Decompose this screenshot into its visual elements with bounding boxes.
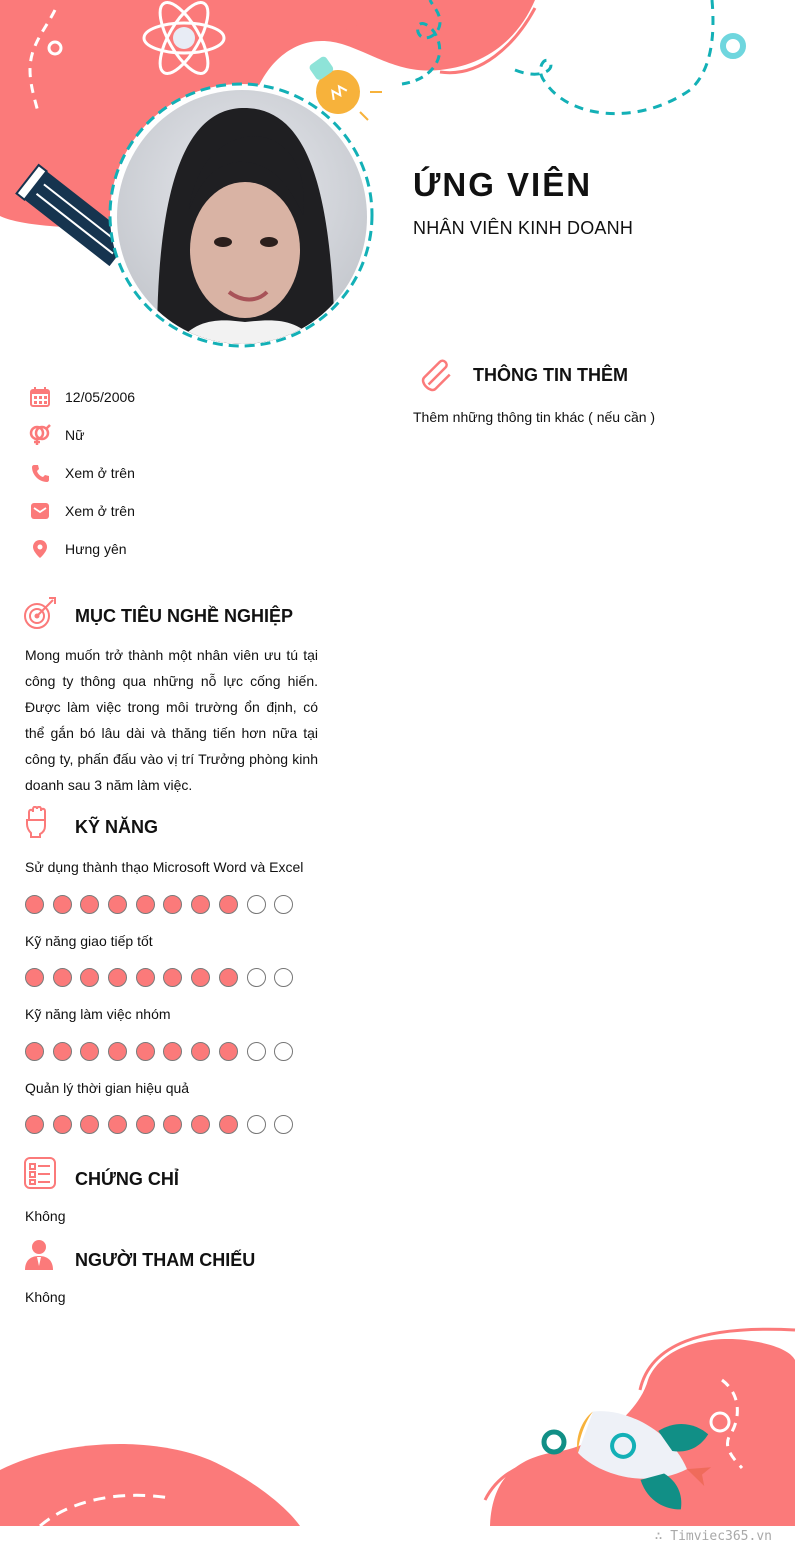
skill-rating-dot [247, 1042, 266, 1061]
skill-rating-dot [25, 1115, 44, 1134]
skill-rating-dot [191, 1042, 210, 1061]
certificates-text: Không [25, 1208, 66, 1224]
contact-phone: Xem ở trên [28, 461, 52, 485]
skill-rating-dot [108, 1115, 127, 1134]
skill-label: Sử dụng thành thạo Microsoft Word và Excel [25, 859, 304, 875]
fist-icon [23, 806, 57, 845]
skill-rating-dot [136, 1042, 155, 1061]
skill-rating-dot [274, 895, 293, 914]
additional-info-text: Thêm những thông tin khác ( nếu cần ) [413, 409, 656, 425]
footer-brand: ∴ Timviec365.vn [654, 1529, 772, 1544]
skill-rating-dot [108, 1042, 127, 1061]
skill-label: Kỹ năng làm việc nhóm [25, 1006, 171, 1022]
skill-rating-dot [80, 1115, 99, 1134]
skill-rating-dot [53, 1042, 72, 1061]
contact-email: Xem ở trên [28, 499, 52, 523]
contact-address: Hưng yên [28, 537, 52, 561]
checklist-icon [23, 1156, 57, 1195]
job-title: NHÂN VIÊN KINH DOANH [413, 218, 634, 238]
additional-info-title: THÔNG TIN THÊM [473, 365, 628, 385]
skill-rating-dot [108, 895, 127, 914]
skill-rating-dot [219, 895, 238, 914]
skill-rating-dot [136, 1115, 155, 1134]
skill-rating-dot [80, 1042, 99, 1061]
phone-icon [28, 461, 52, 485]
skill-rating-dot [163, 1115, 182, 1134]
skill-rating-dot [53, 1115, 72, 1134]
skill-rating-dot [219, 1115, 238, 1134]
paperclip-icon [415, 355, 459, 402]
skill-rating-dot [247, 968, 266, 987]
skill-rating-dot [80, 968, 99, 987]
objective-title: MỤC TIÊU NGHỀ NGHIỆP [75, 606, 294, 626]
gender-icon [28, 423, 52, 447]
skill-rating [25, 895, 293, 914]
references-text: Không [25, 1289, 66, 1305]
skill-rating-dot [274, 1115, 293, 1134]
certificates-title: CHỨNG CHỈ [75, 1169, 179, 1189]
target-icon [23, 596, 57, 635]
skill-rating-dot [247, 895, 266, 914]
skill-rating-dot [136, 895, 155, 914]
skill-rating-dot [25, 895, 44, 914]
skill-rating-dot [191, 895, 210, 914]
skill-rating-dot [108, 968, 127, 987]
header-decoration [0, 0, 800, 360]
skill-rating [25, 1042, 293, 1061]
location-pin-icon [28, 537, 52, 561]
skill-label: Quản lý thời gian hiệu quả [25, 1080, 190, 1096]
skill-rating-dot [247, 1115, 266, 1134]
skill-rating [25, 968, 293, 987]
skill-rating-dot [25, 1042, 44, 1061]
skills-title: KỸ NĂNG [75, 817, 159, 837]
skill-rating-dot [80, 895, 99, 914]
skill-rating-dot [219, 968, 238, 987]
objective-text: Mong muốn trở thành một nhân viên ưu tú tại công ty thông qua những nỗ lực cống hiến. Được làm việc trong môi trường ổn định, có thể gắn bó lâu dài và thăng tiến hơn nữa tại công ty, phấn đấu vào vị trí Trưởng phòng kinh doanh sau 3 năm làm việc. [25, 647, 318, 793]
skill-rating-dot [25, 968, 44, 987]
calendar-icon [28, 385, 52, 409]
references-title: NGƯỜI THAM CHIẾU [75, 1250, 256, 1270]
contact-birthdate: 12/05/2006 [28, 385, 52, 409]
skill-rating-dot [136, 968, 155, 987]
email-icon [28, 499, 52, 523]
avatar [117, 90, 367, 344]
candidate-name: ỨNG VIÊN [413, 166, 593, 203]
skill-rating-dot [191, 1115, 210, 1134]
person-icon [23, 1238, 57, 1277]
contact-gender: Nữ [28, 423, 52, 447]
skill-rating-dot [219, 1042, 238, 1061]
skill-rating-dot [53, 895, 72, 914]
skill-rating [25, 1115, 293, 1134]
skill-rating-dot [163, 895, 182, 914]
skill-rating-dot [163, 1042, 182, 1061]
skill-rating-dot [53, 968, 72, 987]
footer-decoration [0, 1300, 800, 1530]
skill-rating-dot [163, 968, 182, 987]
skill-rating-dot [274, 968, 293, 987]
skill-label: Kỹ năng giao tiếp tốt [25, 933, 153, 949]
skill-rating-dot [191, 968, 210, 987]
skill-rating-dot [274, 1042, 293, 1061]
